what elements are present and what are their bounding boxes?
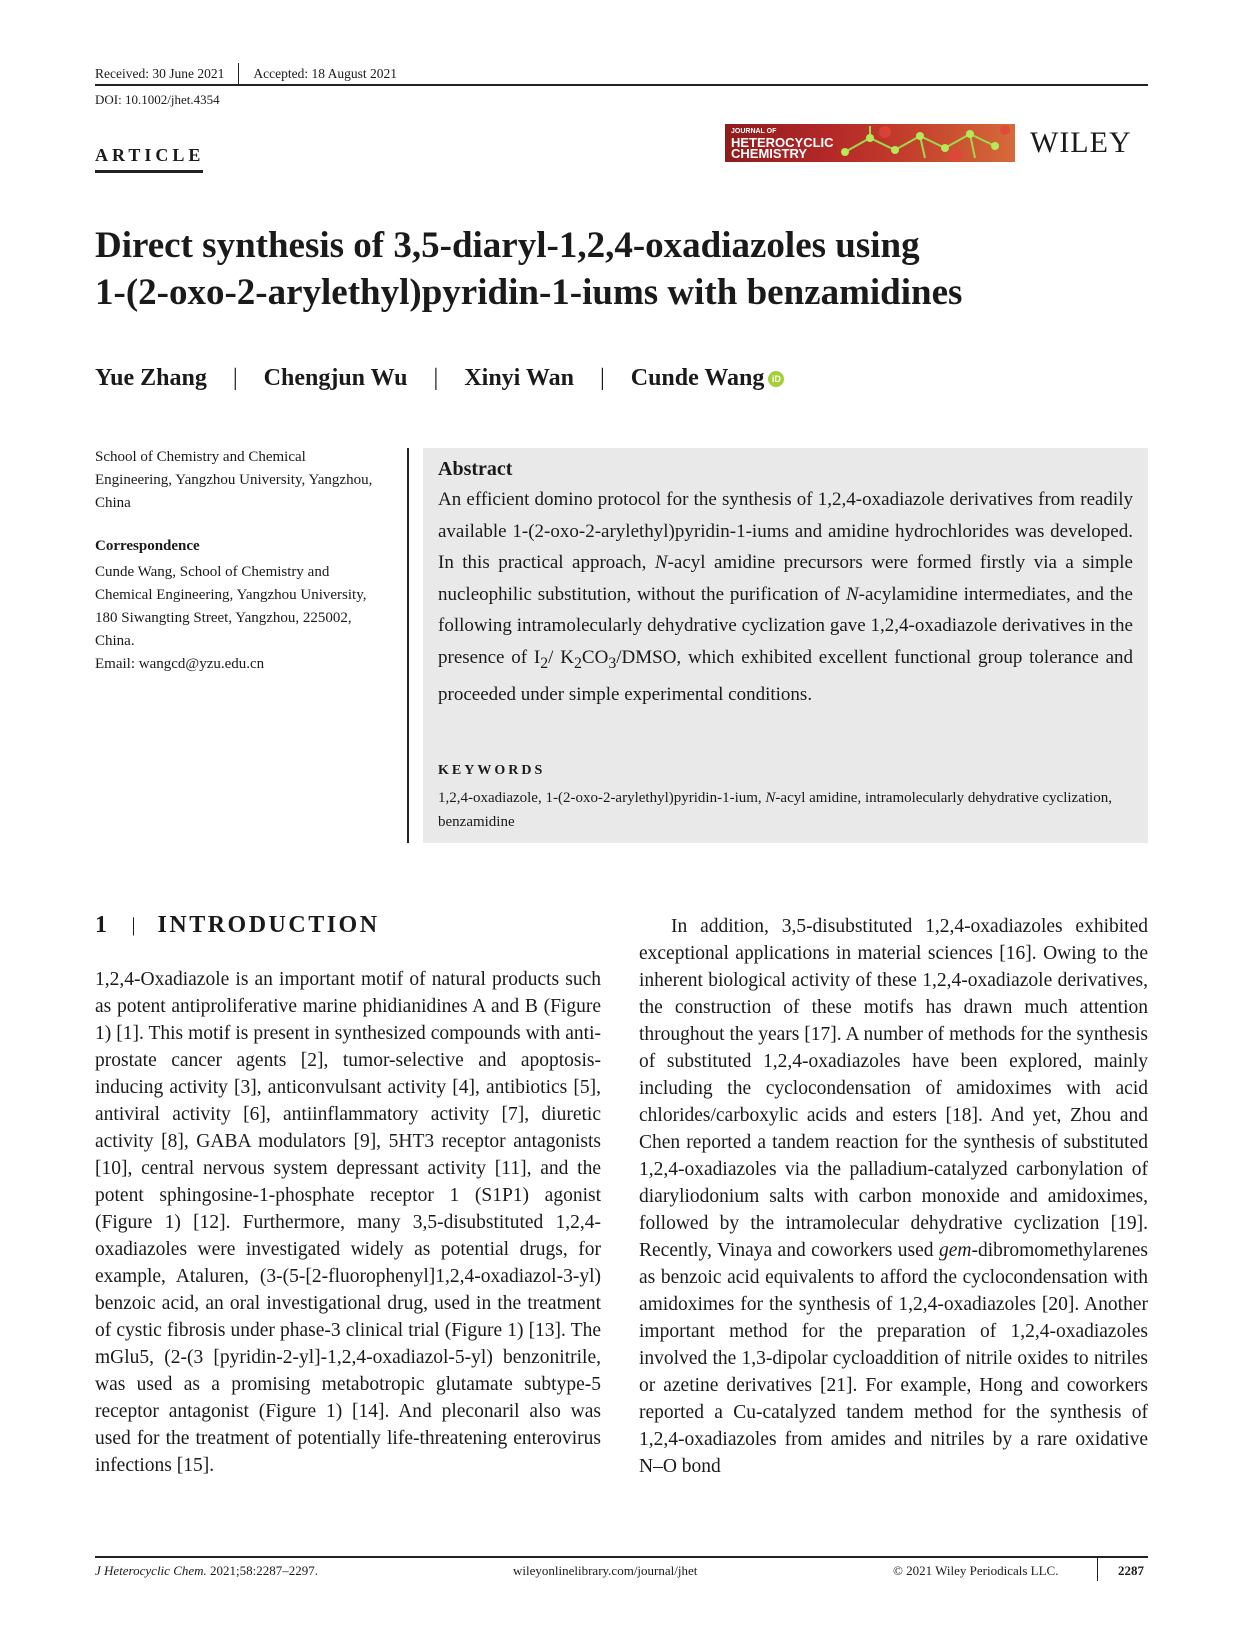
header-rule (95, 84, 1148, 86)
page-number: 2287 (1118, 1563, 1144, 1578)
author-name: Xinyi Wan (464, 365, 574, 391)
author-list (95, 365, 784, 392)
correspondence-details (95, 561, 385, 676)
date-divider (238, 63, 239, 85)
footer-volume: 2021;58:2287–2297. (206, 1563, 319, 1578)
journal-banner-logo (725, 124, 1015, 162)
footer-divider (1097, 1557, 1098, 1581)
received-date: Received: 30 June 2021 (95, 66, 225, 81)
journal-banner-line1: JOURNAL OF (731, 128, 777, 135)
title-line-2: 1-(2-oxo-2-arylethyl)pyridin-1-iums with benzamidines (95, 272, 963, 313)
title-line-1: Direct synthesis of 3,5-diaryl-1,2,4-oxadiazoles using (95, 225, 920, 266)
article-label-underline (95, 170, 203, 173)
journal-banner-line3: CHEMISTRY (731, 146, 808, 161)
author-name: Yue Zhang (95, 365, 207, 391)
journal-banner-text (731, 126, 834, 159)
article-title (95, 222, 1155, 316)
keywords-heading: KEYWORDS (438, 763, 546, 778)
correspondence-address: Cunde Wang, School of Chemistry and Chemical Engineering, Yangzhou University, 180 Siwangting Street, Yangzhou, 225002, China. (95, 564, 367, 649)
abstract-text: An efficient domino protocol for the synthesis of 1,2,4-oxadiazole derivatives from readily available 1-(2-oxo-2-arylethyl)pyridin-1-iums and amidine hydrochlorides was developed. In this practical approach, N-acyl amidine precursors were formed firstly via a simple nucleophilic substitution, without the purification of N-acylamidine intermediates, and the following intramolecularly dehydrative cyclization gave 1,2,4-oxadiazole derivatives in the presence of $I_2/$ $K_2CO_3$/DMSO, which exhibited excellent functional group tolerance and proceeded under simple experimental conditions. (438, 489, 1134, 705)
section-heading (95, 912, 380, 939)
molecule-graphic-icon (825, 124, 1015, 162)
footer-url[interactable]: wileyonlinelibrary.com/journal/jhet (513, 1563, 698, 1578)
abstract-heading: Abstract (438, 458, 513, 480)
author-separator: | (433, 365, 439, 391)
author-separator: | (232, 365, 238, 391)
orcid-icon[interactable]: iD (768, 371, 784, 387)
accepted-date: Accepted: 18 August 2021 (253, 66, 397, 81)
publisher-logo: WILEY (1030, 126, 1132, 159)
author-name: Chengjun Wu (263, 365, 408, 391)
body-column-left: 1,2,4-Oxadiazole is an important motif of natural products such as potent antiproliferative marine phidianidines A and B (Figure 1) [1]. This motif is present in synthesized compounds with anti-prostate cancer agents [2], tumor-selective and apoptosis-inducing activity [3], anticonvulsant activity [4], antibiotics [5], antiviral activity [6], antiinflammatory activity [7], diuretic activity [8], GABA modulators [9], 5HT3 receptor antagonists [10], central nervous system depressant activity [11], and the potent sphingosine-1-phosphate receptor 1 (S1P1) agonist (Figure 1) [12]. Furthermore, many 3,5-disubstituted 1,2,4-oxadiazoles were investigated widely as potential drugs, for example, Ataluren, (3-(5-[2-fluorophenyl]1,2,4-oxadiazol-3-yl) benzoic acid, an oral investigational drug, used in the treatment of cystic fibrosis under phase-3 clinical trial (Figure 1) [13]. The mGlu5, (2-(3 [pyridin-2-yl]-1,2,4-oxadiazol-5-yl) benzonitrile, was used as a promising metabotropic glutamate subtype-5 receptor antagonist (Figure 1) [14]. And pleconaril also was used for the treatment of potentially life-threatening enterovirus infections [15]. (95, 969, 601, 1476)
affiliation: School of Chemistry and Chemical Engineering, Yangzhou University, Yangzhou, China (95, 449, 373, 511)
section-separator: | (131, 914, 136, 936)
article-type-label: ARTICLE (95, 145, 205, 165)
footer-copyright: © 2021 Wiley Periodicals LLC. (893, 1563, 1059, 1578)
article-dates (95, 63, 397, 85)
correspondence-email[interactable]: Email: wangcd@yzu.edu.cn (95, 656, 265, 672)
body-column-right: In addition, 3,5-disubstituted 1,2,4-oxadiazoles exhibited exceptional applications in material sciences [16]. Owing to the inherent biological activity of these 1,2,4-oxadiazole derivatives, the construction of these motifs has drawn much attention throughout the years [17]. A number of methods for the synthesis of substituted 1,2,4-oxadiazoles have been explored, mainly including the cyclocondensation of amidoximes with acid chlorides/carboxylic acids and esters [18]. And yet, Zhou and Chen reported a tandem reaction for the synthesis of substituted 1,2,4-oxadiazoles via the palladium-catalyzed carbonylation of diaryliodonium salts with carbon monoxide and amidoximes, followed by the intramolecular dehydrative cyclization [19]. Recently, Vinaya and coworkers used gem-dibromomethylarenes as benzoic acid equivalents to afford the cyclocondensation with amidoximes for the synthesis of 1,2,4-oxadiazoles [20]. Another important method for the preparation of 1,2,4-oxadiazoles involved the 1,3-dipolar cycloaddition of nitrile oxides to nitriles or azetine derivatives [21]. For example, Hong and coworkers reported a Cu-catalyzed tandem method for the synthesis of 1,2,4-oxadiazoles from amides and nitriles by a rare oxidative N–O bond (639, 916, 1148, 1477)
footer-rule (95, 1556, 1148, 1558)
abstract-side-rule (407, 448, 409, 843)
journal-banner-line2: HETEROCYCLIC (731, 135, 834, 150)
footer-citation (95, 1563, 318, 1579)
correspondence-heading: Correspondence (95, 538, 200, 554)
author-separator: | (599, 365, 605, 391)
doi[interactable]: DOI: 10.1002/jhet.4354 (95, 92, 220, 107)
footer-journal: J Heterocyclic Chem. (95, 1563, 207, 1578)
section-number: 1 (95, 912, 110, 938)
author-name: Cunde Wang (630, 365, 765, 391)
section-title: INTRODUCTION (157, 912, 380, 938)
keywords-text: 1,2,4-oxadiazole, 1-(2-oxo-2-arylethyl)pyridin-1-ium, N-acyl amidine, intramolecularly dehydrative cyclization, benzamidine (438, 790, 1112, 830)
